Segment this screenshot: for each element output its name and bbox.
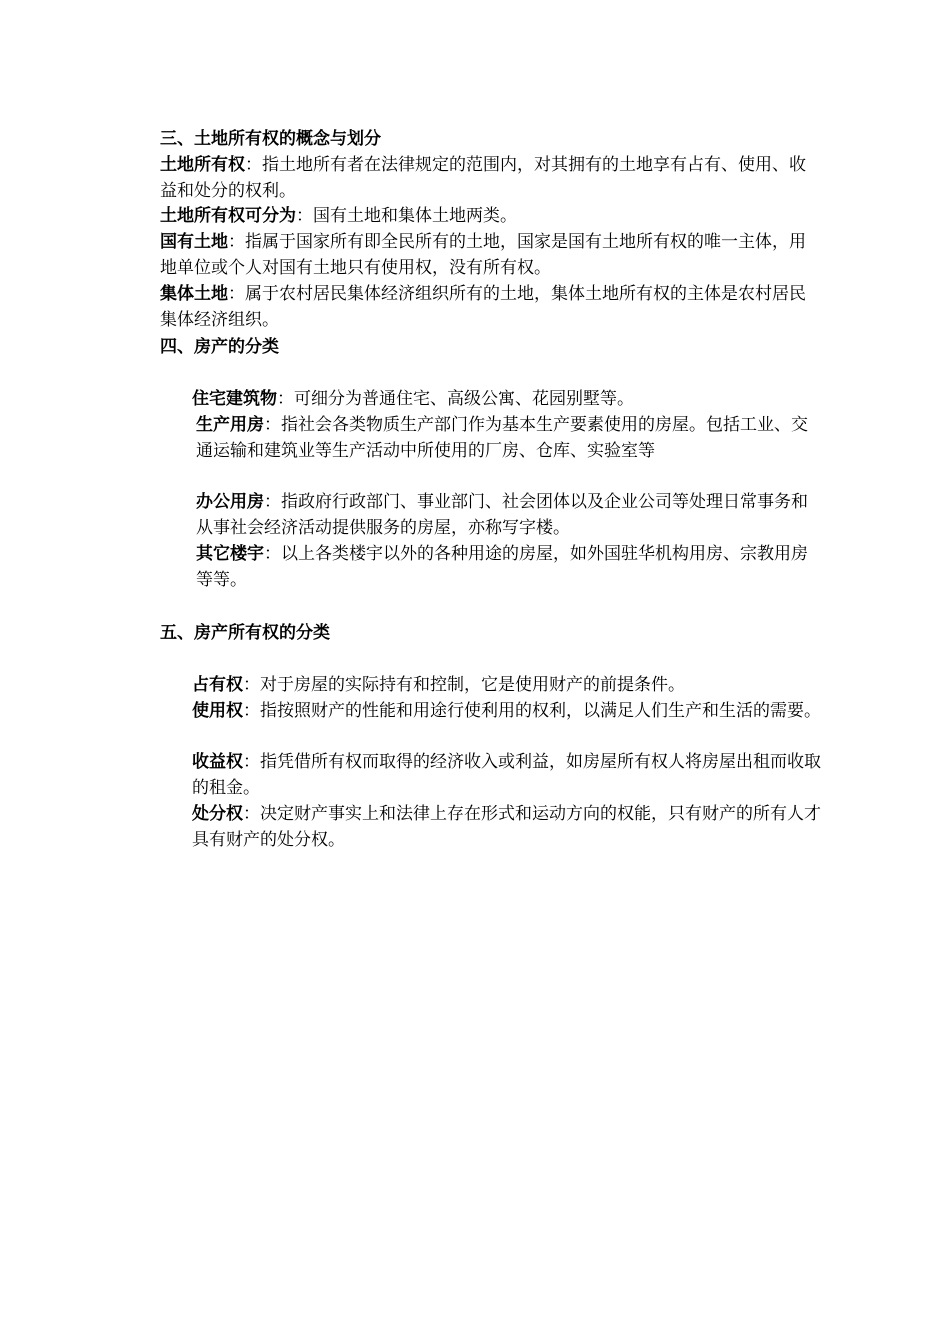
term-label: 占有权 (192, 675, 243, 695)
term-label: 生产用房 (196, 415, 264, 435)
term-separator: ： (243, 804, 260, 824)
paragraph-residential (192, 387, 822, 413)
term-separator: ： (277, 389, 294, 409)
paragraph-production-building (196, 413, 822, 464)
definition-text: 指社会各类物质生产部门作为基本生产要素使用的房屋。包括工业、交通运输和建筑业等生产活动中所使用的厂房、仓库、实验室等 (196, 415, 808, 461)
term-separator: ： (296, 206, 313, 226)
section-5-heading: 五、房产所有权的分类 (160, 623, 330, 643)
definition-text: 对于房屋的实际持有和控制，它是使用财产的前提条件。 (260, 675, 685, 695)
definition-text: 指按照财产的性能和用途行使利用的权利，以满足人们生产和生活的需要。 (260, 701, 821, 721)
term-label: 集体土地 (160, 284, 228, 304)
definition-text: 指政府行政部门、事业部门、社会团体以及企业公司等处理日常事务和从事社会经济活动提供服务的房屋，亦称写字楼。 (196, 492, 808, 538)
term-separator: ： (264, 544, 281, 564)
paragraph-disposal-right (192, 802, 822, 853)
section-3-heading: 三、土地所有权的概念与划分 (160, 129, 381, 149)
definition-text: 国有土地和集体土地两类。 (313, 206, 517, 226)
term-separator: ： (243, 752, 260, 772)
paragraph-possession-right (192, 673, 822, 699)
term-label: 使用权 (192, 701, 243, 721)
paragraph-use-right (192, 699, 822, 725)
section-4-heading: 四、房产的分类 (160, 337, 279, 357)
paragraph-state-land (160, 230, 820, 281)
term-label: 处分权 (192, 804, 243, 824)
term-label: 其它楼宇 (196, 544, 264, 564)
term-label: 土地所有权 (160, 155, 245, 175)
paragraph-office-building (196, 490, 822, 541)
definition-text: 以上各类楼宇以外的各种用途的房屋，如外国驻华机构用房、宗教用房等等。 (196, 544, 808, 590)
definition-text: 属于农村居民集体经济组织所有的土地，集体土地所有权的主体是农村居民集体经济组织。 (160, 284, 806, 330)
term-label: 住宅建筑物 (192, 389, 277, 409)
definition-text: 指属于国家所有即全民所有的土地，国家是国有土地所有权的唯一主体，用地单位或个人对国有土地只有使用权，没有所有权。 (160, 232, 806, 278)
term-label: 收益权 (192, 752, 243, 772)
definition-text: 决定财产事实上和法律上存在形式和运动方向的权能，只有财产的所有人才具有财产的处分权。 (192, 804, 821, 850)
paragraph-income-right (192, 750, 822, 801)
paragraph-collective-land (160, 282, 820, 333)
term-label: 土地所有权可分为 (160, 206, 296, 226)
term-separator: ： (264, 492, 281, 512)
term-separator: ： (245, 155, 262, 175)
definition-text: 指土地所有者在法律规定的范围内，对其拥有的土地享有占有、使用、收益和处分的权利。 (160, 155, 806, 201)
paragraph-other-buildings (196, 542, 822, 593)
definition-text: 指凭借所有权而取得的经济收入或利益，如房屋所有权人将房屋出租而收取的租金。 (192, 752, 821, 798)
term-separator: ： (243, 701, 260, 721)
paragraph-land-classification (160, 204, 820, 230)
paragraph-land-ownership (160, 153, 820, 204)
term-separator: ： (264, 415, 281, 435)
term-label: 国有土地 (160, 232, 228, 252)
term-separator: ： (243, 675, 260, 695)
definition-text: 可细分为普通住宅、高级公寓、花园别墅等。 (294, 389, 634, 409)
term-label: 办公用房 (196, 492, 264, 512)
term-separator: ： (228, 284, 245, 304)
term-separator: ： (228, 232, 245, 252)
